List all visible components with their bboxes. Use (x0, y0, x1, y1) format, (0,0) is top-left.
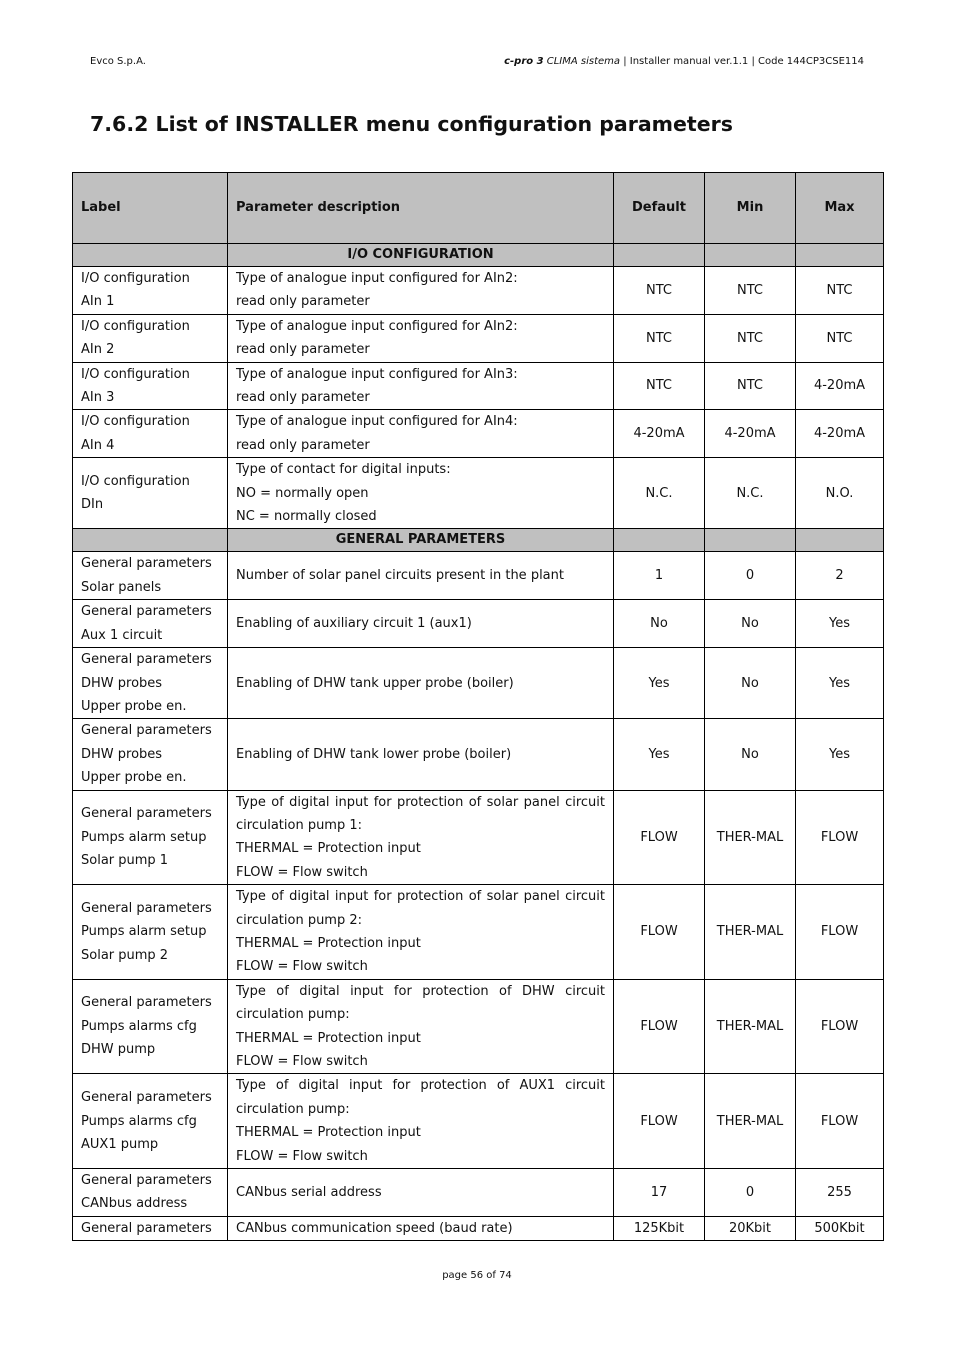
label-line: DHW pump (81, 1042, 156, 1058)
label-line: I/O configuration (81, 473, 190, 489)
description-cell (228, 719, 614, 790)
max-value-cell: 255 (796, 1169, 884, 1217)
min-value-cell: 0 (705, 552, 796, 600)
description-cell (228, 458, 614, 529)
label-line: I/O configuration (81, 414, 190, 430)
min-value-cell: N.C. (705, 458, 796, 529)
header-product-variant: CLIMA sistema (543, 56, 621, 67)
label-line: I/O configuration (81, 271, 190, 286)
label-line: I/O configuration (81, 366, 190, 382)
default-value-cell: FLOW (614, 1074, 705, 1169)
label-line: General parameters (81, 556, 212, 572)
section-row (73, 529, 884, 552)
label-line: Upper probe en. (81, 770, 187, 786)
column-header-description: Parameter description (228, 173, 614, 244)
section-empty-cell (73, 244, 228, 267)
label-line: General parameters (81, 652, 212, 668)
default-value-cell: NTC (614, 314, 705, 362)
label-line: I/O configuration (81, 318, 190, 334)
description-line: read only parameter (236, 342, 370, 358)
description-line: THERMAL = Protection input (236, 1125, 421, 1141)
description-line: FLOW = Flow switch (236, 864, 368, 880)
label-cell (73, 552, 228, 600)
description-cell (228, 790, 614, 885)
section-empty-cell (705, 244, 796, 267)
description-line: read only parameter (236, 294, 370, 310)
min-value-cell: No (705, 719, 796, 790)
description-line: NC = normally closed (236, 509, 377, 525)
description-line: Type of analogue input configured for AIn4: (236, 414, 518, 430)
min-value-cell: No (705, 648, 796, 719)
label-line: Aux 1 circuit (81, 627, 163, 643)
page-number: page 56 of 74 (442, 1270, 512, 1281)
table-row (73, 362, 884, 410)
table-row (73, 648, 884, 719)
min-value-cell: NTC (705, 314, 796, 362)
table-row (73, 410, 884, 458)
description-line: circulation pump: (236, 1007, 350, 1023)
description-line: Enabling of DHW tank lower probe (boiler) (236, 746, 512, 762)
label-cell (73, 885, 228, 980)
max-value-cell: Yes (796, 600, 884, 648)
label-line: DHW probes (81, 675, 163, 691)
description-line: Type of digital input for protection of solar panel circuit (236, 794, 605, 810)
label-line: General parameters (81, 900, 212, 916)
label-line: CANbus address (81, 1196, 188, 1212)
description-line: FLOW = Flow switch (236, 1054, 368, 1069)
label-cell (73, 979, 228, 1074)
label-line: General parameters (81, 806, 212, 822)
table-row (73, 552, 884, 600)
table-row (73, 314, 884, 362)
default-value-cell: N.C. (614, 458, 705, 529)
section-empty-cell (796, 244, 884, 267)
label-line: General parameters (81, 995, 212, 1011)
description-cell (228, 314, 614, 362)
section-title: 7.6.2 List of INSTALLER menu configuration parameters (90, 112, 733, 136)
max-value-cell: N.O. (796, 458, 884, 529)
label-cell (73, 410, 228, 458)
column-header-label: Label (73, 173, 228, 244)
section-empty-cell (614, 529, 705, 552)
max-value-cell: 4-20mA (796, 410, 884, 458)
table-row (73, 1074, 884, 1169)
label-line: Solar pump 1 (81, 853, 169, 869)
description-cell (228, 267, 614, 315)
table-row (73, 885, 884, 980)
max-value-cell: FLOW (796, 979, 884, 1074)
max-value-cell: FLOW (796, 1074, 884, 1169)
parameters-table (72, 172, 884, 1241)
label-cell (73, 314, 228, 362)
label-line: General parameters (81, 723, 212, 739)
min-value-cell: THER-MAL (705, 885, 796, 980)
section-empty-cell (705, 529, 796, 552)
header-product-name: c-pro 3 (504, 56, 544, 67)
default-value-cell: FLOW (614, 979, 705, 1074)
label-line: Solar panels (81, 579, 162, 595)
min-value-cell: THER-MAL (705, 1074, 796, 1169)
default-value-cell: NTC (614, 267, 705, 315)
default-value-cell: No (614, 600, 705, 648)
min-value-cell: THER-MAL (705, 790, 796, 885)
default-value-cell: Yes (614, 719, 705, 790)
default-value-cell: FLOW (614, 790, 705, 885)
label-line: Pumps alarms cfg (81, 1113, 197, 1129)
header-manual-info: | Installer manual ver.1.1 | Code 144CP3CSE114 (620, 56, 864, 67)
description-line: circulation pump: (236, 1101, 350, 1117)
table-body (73, 244, 884, 1241)
description-line: THERMAL = Protection input (236, 935, 421, 951)
table-row (73, 719, 884, 790)
description-line: Type of digital input for protection of solar panel circuit (236, 889, 605, 905)
min-value-cell: THER-MAL (705, 979, 796, 1074)
header-company: Evco S.p.A. (90, 56, 146, 67)
max-value-cell: 4-20mA (796, 362, 884, 410)
max-value-cell: 500Kbit (796, 1216, 884, 1240)
description-line: Type of digital input for protection of AUX1 circuit (236, 1078, 605, 1094)
section-title-cell: I/O CONFIGURATION (228, 244, 614, 267)
max-value-cell: 2 (796, 552, 884, 600)
max-value-cell: Yes (796, 648, 884, 719)
description-line: Type of analogue input configured for AIn3: (236, 366, 518, 382)
label-cell (73, 648, 228, 719)
table-row (73, 1169, 884, 1217)
description-cell (228, 600, 614, 648)
label-line: Pumps alarm setup (81, 924, 207, 940)
label-line: General parameters (81, 1220, 212, 1236)
description-line: Type of analogue input configured for AIn2: (236, 318, 518, 334)
label-cell (73, 458, 228, 529)
table-row (73, 267, 884, 315)
max-value-cell: FLOW (796, 790, 884, 885)
description-cell (228, 362, 614, 410)
label-line: AIn 1 (81, 294, 115, 310)
label-cell (73, 1216, 228, 1240)
section-row (73, 244, 884, 267)
table-row (73, 790, 884, 885)
min-value-cell: NTC (705, 267, 796, 315)
column-header-max: Max (796, 173, 884, 244)
label-cell (73, 600, 228, 648)
min-value-cell: 20Kbit (705, 1216, 796, 1240)
description-line: FLOW = Flow switch (236, 1148, 368, 1164)
description-line: circulation pump 1: (236, 817, 363, 833)
label-cell (73, 1169, 228, 1217)
description-line: Enabling of auxiliary circuit 1 (aux1) (236, 615, 472, 631)
label-line: Upper probe en. (81, 698, 187, 714)
default-value-cell: 125Kbit (614, 1216, 705, 1240)
description-line: Type of analogue input configured for AIn2: (236, 271, 518, 286)
default-value-cell: 17 (614, 1169, 705, 1217)
label-line: AIn 2 (81, 342, 115, 358)
description-line: CANbus serial address (236, 1184, 382, 1200)
section-title-cell: GENERAL PARAMETERS (228, 529, 614, 552)
label-line: DHW probes (81, 746, 163, 762)
label-line: General parameters (81, 604, 212, 620)
default-value-cell: Yes (614, 648, 705, 719)
label-cell (73, 362, 228, 410)
max-value-cell: Yes (796, 719, 884, 790)
min-value-cell: 0 (705, 1169, 796, 1217)
label-line: AIn 4 (81, 437, 115, 453)
description-cell (228, 1169, 614, 1217)
description-line: read only parameter (236, 437, 370, 453)
min-value-cell: No (705, 600, 796, 648)
label-line: Pumps alarm setup (81, 829, 207, 845)
description-line: Number of solar panel circuits present in the plant (236, 568, 564, 584)
section-empty-cell (614, 244, 705, 267)
description-cell (228, 1216, 614, 1240)
description-cell (228, 1074, 614, 1169)
label-cell (73, 719, 228, 790)
section-empty-cell (73, 529, 228, 552)
label-line: Pumps alarms cfg (81, 1018, 197, 1034)
description-line: Type of contact for digital inputs: (236, 462, 451, 478)
label-line: General parameters (81, 1090, 212, 1106)
table-row (73, 600, 884, 648)
default-value-cell: 4-20mA (614, 410, 705, 458)
description-cell (228, 410, 614, 458)
description-line: NO = normally open (236, 485, 369, 501)
description-line: THERMAL = Protection input (236, 841, 421, 857)
header-document-info (504, 56, 864, 67)
description-cell (228, 979, 614, 1074)
description-line: circulation pump 2: (236, 912, 363, 928)
column-header-default: Default (614, 173, 705, 244)
max-value-cell: NTC (796, 267, 884, 315)
description-cell (228, 552, 614, 600)
max-value-cell: FLOW (796, 885, 884, 980)
label-cell (73, 790, 228, 885)
description-line: FLOW = Flow switch (236, 959, 368, 975)
label-line: AUX1 pump (81, 1136, 159, 1152)
label-line: DIn (81, 497, 104, 513)
label-line: General parameters (81, 1173, 212, 1189)
min-value-cell: NTC (705, 362, 796, 410)
description-cell (228, 885, 614, 980)
section-empty-cell (796, 529, 884, 552)
default-value-cell: FLOW (614, 885, 705, 980)
table-row (73, 1216, 884, 1240)
description-line: read only parameter (236, 390, 370, 406)
description-line: Type of digital input for protection of DHW circuit (236, 983, 605, 999)
table-row (73, 458, 884, 529)
label-line: Solar pump 2 (81, 947, 169, 963)
column-header-min: Min (705, 173, 796, 244)
description-line: CANbus communication speed (baud rate) (236, 1220, 513, 1236)
table-row (73, 979, 884, 1074)
max-value-cell: NTC (796, 314, 884, 362)
label-cell (73, 267, 228, 315)
default-value-cell: 1 (614, 552, 705, 600)
default-value-cell: NTC (614, 362, 705, 410)
description-cell (228, 648, 614, 719)
label-line: AIn 3 (81, 390, 115, 406)
label-cell (73, 1074, 228, 1169)
description-line: THERMAL = Protection input (236, 1030, 421, 1046)
description-line: Enabling of DHW tank upper probe (boiler) (236, 675, 514, 691)
table-header-row (73, 173, 884, 244)
min-value-cell: 4-20mA (705, 410, 796, 458)
